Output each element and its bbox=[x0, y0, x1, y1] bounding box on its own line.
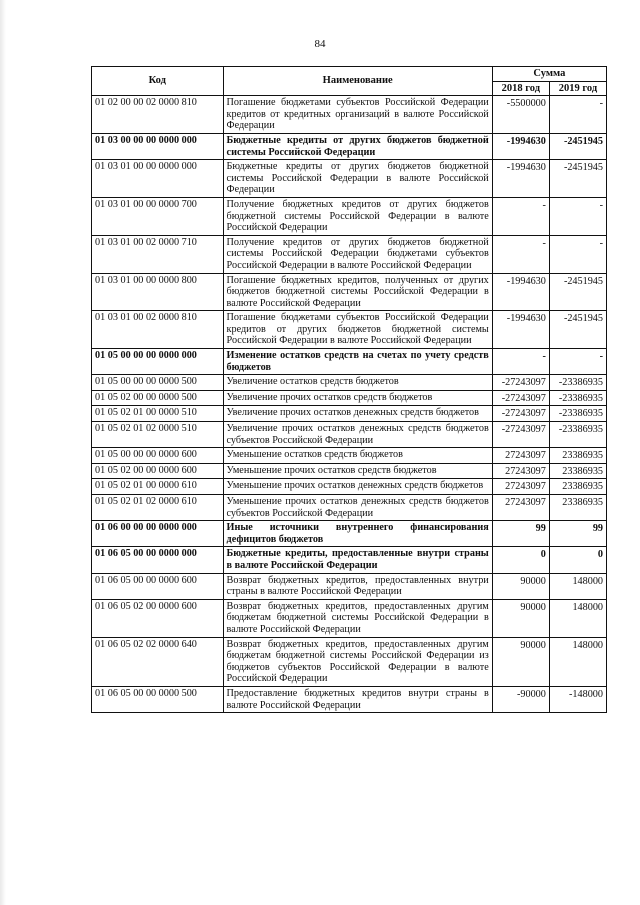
value-2018-cell: -27243097 bbox=[492, 375, 549, 391]
table-row bbox=[92, 448, 607, 464]
name-cell: Изменение остатков средств на счетах по учету средств бюджетов bbox=[223, 349, 492, 375]
value-2019-cell: - bbox=[549, 96, 606, 134]
value-2018-cell: -1994630 bbox=[492, 273, 549, 311]
name-cell: Получение кредитов от других бюджетов бюджетной системы Российской Федерации бюджетами субъектов Российской Федерации в валюте Российской Федерации bbox=[223, 235, 492, 273]
value-2019-cell: -2451945 bbox=[549, 311, 606, 349]
value-2018-cell: -27243097 bbox=[492, 422, 549, 448]
value-2019-cell: - bbox=[549, 235, 606, 273]
value-2018-cell: - bbox=[492, 197, 549, 235]
code-cell: 01 03 00 00 00 0000 000 bbox=[92, 133, 224, 159]
value-2019-cell: -23386935 bbox=[549, 422, 606, 448]
value-2018-cell: 99 bbox=[492, 521, 549, 547]
table-row bbox=[92, 686, 607, 712]
table-row bbox=[92, 521, 607, 547]
header-sum: Сумма bbox=[492, 67, 606, 82]
name-cell: Иные источники внутреннего финансирования дефицитов бюджетов bbox=[223, 521, 492, 547]
value-2019-cell: - bbox=[549, 349, 606, 375]
name-cell: Увеличение прочих остатков средств бюджетов bbox=[223, 390, 492, 406]
code-cell: 01 03 01 00 00 0000 800 bbox=[92, 273, 224, 311]
code-cell: 01 03 01 00 00 0000 700 bbox=[92, 197, 224, 235]
table-body bbox=[92, 96, 607, 713]
code-cell: 01 05 02 01 02 0000 610 bbox=[92, 495, 224, 521]
name-cell: Погашение бюджетами субъектов Российской Федерации кредитов от других бюджетов бюджетной системы Российской Федерации в валюте Российской Федерации bbox=[223, 311, 492, 349]
value-2019-cell: -23386935 bbox=[549, 406, 606, 422]
name-cell: Увеличение прочих остатков денежных средств бюджетов bbox=[223, 406, 492, 422]
header-year-2018: 2018 год bbox=[492, 81, 549, 96]
value-2019-cell: -23386935 bbox=[549, 390, 606, 406]
value-2018-cell: 90000 bbox=[492, 637, 549, 686]
code-cell: 01 06 05 02 00 0000 600 bbox=[92, 599, 224, 637]
code-cell: 01 05 02 00 00 0000 600 bbox=[92, 463, 224, 479]
value-2018-cell: 27243097 bbox=[492, 479, 549, 495]
value-2018-cell: -1994630 bbox=[492, 311, 549, 349]
value-2018-cell: -1994630 bbox=[492, 133, 549, 159]
table-row bbox=[92, 573, 607, 599]
code-cell: 01 05 00 00 00 0000 000 bbox=[92, 349, 224, 375]
table-header bbox=[92, 67, 607, 96]
code-cell: 01 06 05 00 00 0000 500 bbox=[92, 686, 224, 712]
table-row bbox=[92, 133, 607, 159]
value-2019-cell: -2451945 bbox=[549, 273, 606, 311]
value-2018-cell: 27243097 bbox=[492, 448, 549, 464]
code-cell: 01 05 02 01 02 0000 510 bbox=[92, 422, 224, 448]
code-cell: 01 06 00 00 00 0000 000 bbox=[92, 521, 224, 547]
value-2018-cell: 90000 bbox=[492, 599, 549, 637]
table-row bbox=[92, 599, 607, 637]
name-cell: Увеличение прочих остатков денежных средств бюджетов субъектов Российской Федерации bbox=[223, 422, 492, 448]
code-cell: 01 03 01 00 00 0000 000 bbox=[92, 160, 224, 198]
value-2019-cell: -2451945 bbox=[549, 133, 606, 159]
page-number: 84 bbox=[314, 38, 326, 50]
name-cell: Возврат бюджетных кредитов, предоставленных другим бюджетам бюджетной системы Российской Федерации в валюте Российской Федерации bbox=[223, 599, 492, 637]
value-2019-cell: 23386935 bbox=[549, 448, 606, 464]
table-row bbox=[92, 375, 607, 391]
code-cell: 01 03 01 00 02 0000 710 bbox=[92, 235, 224, 273]
value-2018-cell: -1994630 bbox=[492, 160, 549, 198]
value-2019-cell: -2451945 bbox=[549, 160, 606, 198]
name-cell: Уменьшение прочих остатков средств бюджетов bbox=[223, 463, 492, 479]
value-2019-cell: -148000 bbox=[549, 686, 606, 712]
table-row bbox=[92, 495, 607, 521]
table-row bbox=[92, 637, 607, 686]
name-cell: Возврат бюджетных кредитов, предоставленных другим бюджетам бюджетной системы Российской Федерации из бюджетов субъектов Российской Федерации в валюте Российской Федерации bbox=[223, 637, 492, 686]
value-2019-cell: 148000 bbox=[549, 599, 606, 637]
sources-table bbox=[91, 66, 607, 713]
header-year-2019: 2019 год bbox=[549, 81, 606, 96]
table-row bbox=[92, 463, 607, 479]
table-row bbox=[92, 96, 607, 134]
value-2019-cell: -23386935 bbox=[549, 375, 606, 391]
value-2018-cell: 27243097 bbox=[492, 495, 549, 521]
name-cell: Уменьшение остатков средств бюджетов bbox=[223, 448, 492, 464]
value-2018-cell: -5500000 bbox=[492, 96, 549, 134]
table-row bbox=[92, 311, 607, 349]
table-row bbox=[92, 349, 607, 375]
name-cell: Бюджетные кредиты от других бюджетов бюджетной системы Российской Федерации bbox=[223, 133, 492, 159]
name-cell: Возврат бюджетных кредитов, предоставленных внутри страны в валюте Российской Федерации bbox=[223, 573, 492, 599]
code-cell: 01 05 02 00 00 0000 500 bbox=[92, 390, 224, 406]
value-2019-cell: - bbox=[549, 197, 606, 235]
value-2019-cell: 148000 bbox=[549, 637, 606, 686]
value-2018-cell: -27243097 bbox=[492, 390, 549, 406]
value-2018-cell: -27243097 bbox=[492, 406, 549, 422]
name-cell: Увеличение остатков средств бюджетов bbox=[223, 375, 492, 391]
table-row bbox=[92, 235, 607, 273]
value-2018-cell: - bbox=[492, 349, 549, 375]
code-cell: 01 03 01 00 02 0000 810 bbox=[92, 311, 224, 349]
value-2019-cell: 23386935 bbox=[549, 463, 606, 479]
name-cell: Предоставление бюджетных кредитов внутри страны в валюте Российской Федерации bbox=[223, 686, 492, 712]
code-cell: 01 06 05 00 00 0000 600 bbox=[92, 573, 224, 599]
code-cell: 01 05 00 00 00 0000 600 bbox=[92, 448, 224, 464]
table-row bbox=[92, 547, 607, 573]
table-row bbox=[92, 160, 607, 198]
scan-edge bbox=[0, 0, 6, 905]
name-cell: Погашение бюджетных кредитов, полученных от других бюджетов бюджетной системы Российской Федерации в валюте Российской Федерации bbox=[223, 273, 492, 311]
table-row bbox=[92, 406, 607, 422]
value-2018-cell: 90000 bbox=[492, 573, 549, 599]
value-2019-cell: 23386935 bbox=[549, 495, 606, 521]
name-cell: Уменьшение прочих остатков денежных средств бюджетов bbox=[223, 479, 492, 495]
code-cell: 01 02 00 00 02 0000 810 bbox=[92, 96, 224, 134]
value-2018-cell: 27243097 bbox=[492, 463, 549, 479]
value-2018-cell: -90000 bbox=[492, 686, 549, 712]
table-row bbox=[92, 479, 607, 495]
value-2019-cell: 99 bbox=[549, 521, 606, 547]
code-cell: 01 05 02 01 00 0000 610 bbox=[92, 479, 224, 495]
header-code: Код bbox=[92, 67, 224, 96]
code-cell: 01 06 05 00 00 0000 000 bbox=[92, 547, 224, 573]
code-cell: 01 06 05 02 02 0000 640 bbox=[92, 637, 224, 686]
name-cell: Погашение бюджетами субъектов Российской Федерации кредитов от кредитных организаций в валюте Российской Федерации bbox=[223, 96, 492, 134]
table-row bbox=[92, 273, 607, 311]
name-cell: Бюджетные кредиты от других бюджетов бюджетной системы Российской Федерации в валюте Российской Федерации bbox=[223, 160, 492, 198]
name-cell: Уменьшение прочих остатков денежных средств бюджетов субъектов Российской Федерации bbox=[223, 495, 492, 521]
value-2019-cell: 148000 bbox=[549, 573, 606, 599]
name-cell: Получение бюджетных кредитов от других бюджетов бюджетной системы Российской Федерации в валюте Российской Федерации bbox=[223, 197, 492, 235]
code-cell: 01 05 00 00 00 0000 500 bbox=[92, 375, 224, 391]
table-row bbox=[92, 390, 607, 406]
table-row bbox=[92, 422, 607, 448]
value-2019-cell: 0 bbox=[549, 547, 606, 573]
header-name: Наименование bbox=[223, 67, 492, 96]
value-2019-cell: 23386935 bbox=[549, 479, 606, 495]
value-2018-cell: 0 bbox=[492, 547, 549, 573]
name-cell: Бюджетные кредиты, предоставленные внутри страны в валюте Российской Федерации bbox=[223, 547, 492, 573]
table-row bbox=[92, 197, 607, 235]
value-2018-cell: - bbox=[492, 235, 549, 273]
code-cell: 01 05 02 01 00 0000 510 bbox=[92, 406, 224, 422]
